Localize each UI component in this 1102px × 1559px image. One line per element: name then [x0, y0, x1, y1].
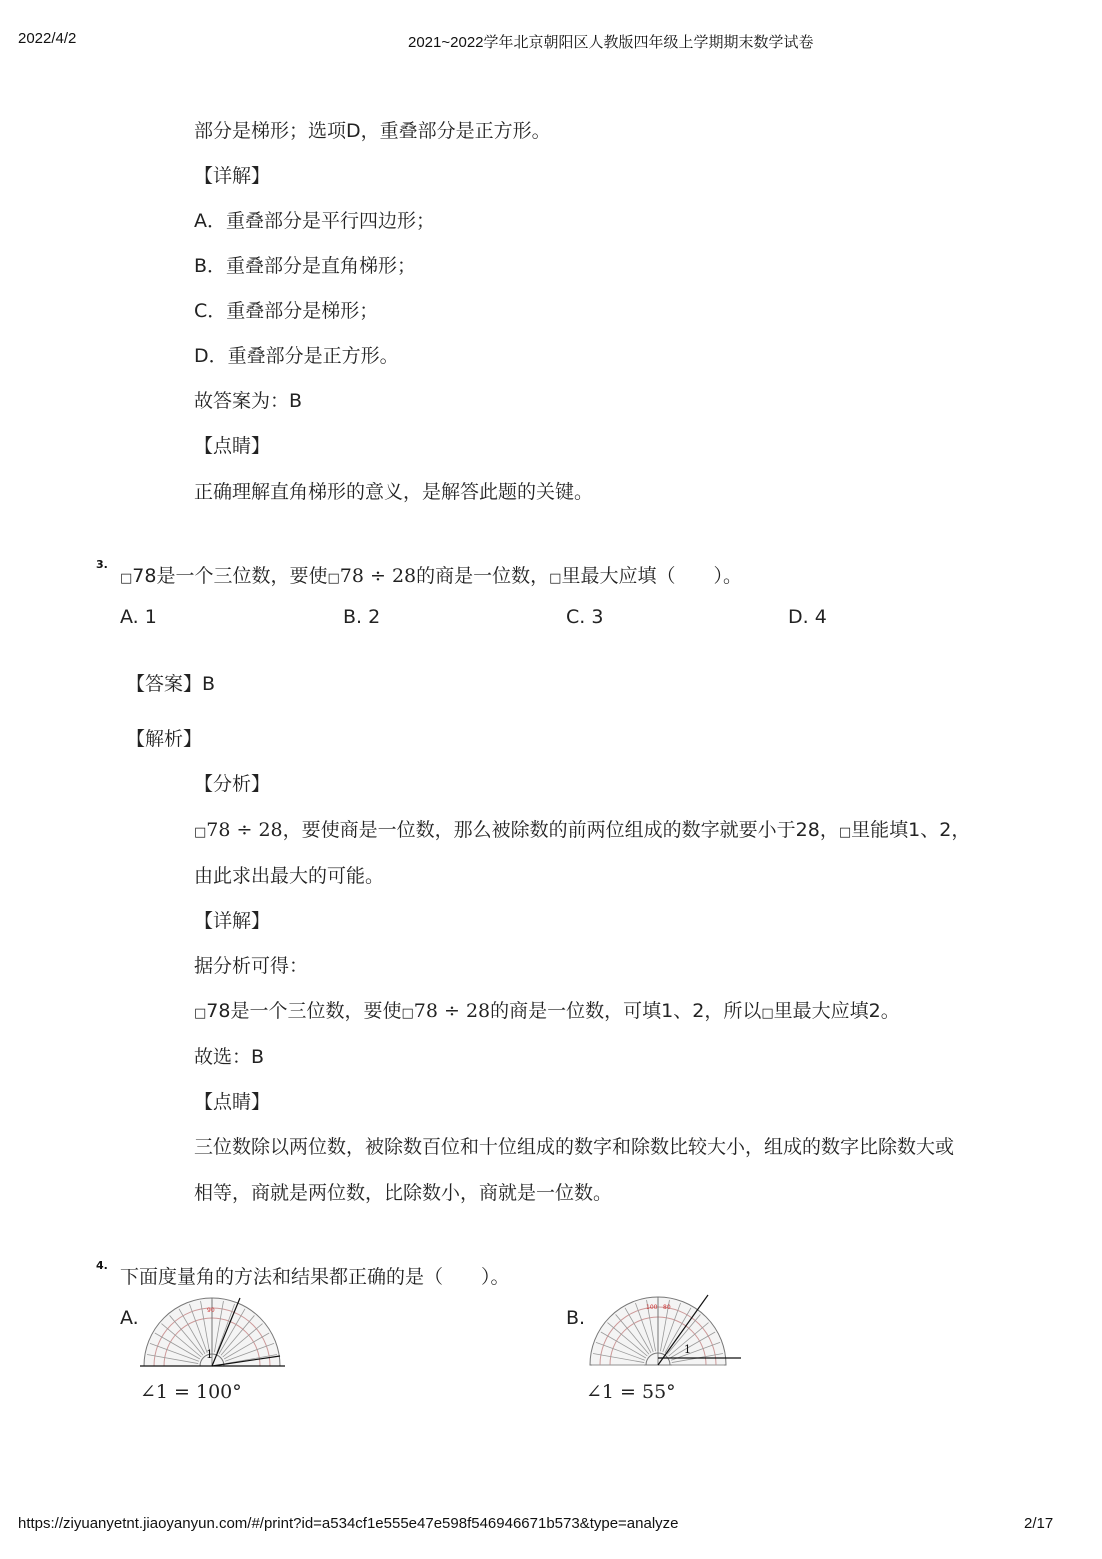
- footer-url[interactable]: https://ziyuanyetnt.jiaoyanyun.com/#/print?id=a534cf1e555e47e598f546946671b573&type=analyze: [18, 1515, 679, 1532]
- q4-option-a-label[interactable]: A.: [120, 1307, 139, 1329]
- q3-stem: [120, 561, 742, 588]
- q3-stem-math: 78 ÷ 28: [339, 565, 417, 587]
- question-number: 3.: [96, 558, 108, 571]
- blank-box: □: [194, 825, 207, 840]
- q4-stem: 下面度量角的方法和结果都正确的是（ ）。: [120, 1266, 510, 1288]
- q3-option-c[interactable]: C. 3: [566, 606, 604, 628]
- blank-box: □: [549, 571, 562, 586]
- q3-fenxi-math: 78 ÷ 28: [206, 819, 283, 841]
- blank-box: □: [327, 571, 340, 586]
- q3-detail-text: 里最大应填2。: [773, 1000, 900, 1022]
- q3-dianjing-label: 【点睛】: [194, 1091, 271, 1113]
- q3-stem-text: 里最大应填（ ）。: [561, 565, 742, 587]
- q3-detail-line: [194, 996, 900, 1023]
- angle-label: 1: [206, 1348, 213, 1361]
- q2-detail-a: A．重叠部分是平行四边形；: [194, 210, 435, 232]
- q3-detail-text: 的商是一位数，可填1、2，所以: [490, 1000, 762, 1022]
- q3-answer: 【答案】B: [126, 673, 216, 695]
- page-number: 2/17: [1024, 1515, 1054, 1532]
- q3-conclusion: 故选：B: [194, 1046, 265, 1068]
- q2-detail-label: 【详解】: [194, 165, 271, 187]
- q3-option-b[interactable]: B. 2: [343, 606, 381, 628]
- protractor-mark: 100: [646, 1304, 658, 1311]
- blank-box: □: [194, 1006, 207, 1021]
- q4-option-b-caption: ∠1 = 55°: [586, 1381, 676, 1403]
- protractor-b-image: [586, 1293, 746, 1371]
- q3-dianjing-line1: 三位数除以两位数，被除数百位和十位组成的数字和除数比较大小，组成的数字比除数大或: [194, 1136, 955, 1158]
- q2-text-line: 部分是梯形；选项D，重叠部分是正方形。: [194, 120, 551, 142]
- q4-option-a-caption: ∠1 = 100°: [140, 1381, 242, 1403]
- q3-detail-math: 78 ÷ 28: [413, 1000, 491, 1022]
- print-date: 2022/4/2: [18, 30, 77, 47]
- document-title: 2021~2022学年北京朝阳区人教版四年级上学期期末数学试卷: [408, 34, 814, 51]
- blank-box: □: [761, 1006, 774, 1021]
- q3-detail-intro: 据分析可得：: [194, 955, 309, 977]
- q3-stem-text: 的商是一位数，: [416, 565, 550, 587]
- q3-detail-label: 【详解】: [194, 910, 271, 932]
- q3-jiexi-label: 【解析】: [126, 728, 203, 750]
- q2-detail-c: C．重叠部分是梯形；: [194, 300, 379, 322]
- q3-stem-text: 78是一个三位数，要使: [132, 565, 328, 587]
- q2-dianjing-label: 【点睛】: [194, 435, 271, 457]
- q2-detail-d: D．重叠部分是正方形。: [194, 345, 399, 367]
- q2-dianjing-text: 正确理解直角梯形的意义，是解答此题的关键。: [194, 481, 594, 503]
- protractor-mark: 90: [207, 1307, 215, 1314]
- q3-detail-text: 78是一个三位数，要使: [206, 1000, 402, 1022]
- q3-fenxi-text: 里能填1、2，: [851, 819, 971, 841]
- blank-box: □: [120, 571, 133, 586]
- q2-conclusion: 故答案为：B: [194, 390, 303, 412]
- angle-label: 1: [684, 1343, 691, 1356]
- q2-detail-b: B．重叠部分是直角梯形；: [194, 255, 417, 277]
- q3-fenxi-label: 【分析】: [194, 773, 271, 795]
- blank-box: □: [838, 825, 852, 840]
- q3-fenxi-line2: 由此求出最大的可能。: [194, 865, 385, 887]
- q3-dianjing-line2: 相等，商就是两位数，比除数小，商就是一位数。: [194, 1182, 613, 1204]
- q3-option-d[interactable]: D. 4: [788, 606, 827, 628]
- blank-box: □: [401, 1006, 414, 1021]
- q4-option-b-label[interactable]: B.: [566, 1307, 586, 1329]
- q3-fenxi-line1: [194, 815, 970, 842]
- question-number: 4.: [96, 1259, 108, 1272]
- protractor-mark: 80: [663, 1304, 671, 1311]
- q3-option-a[interactable]: A. 1: [120, 606, 157, 628]
- q3-fenxi-text: ，要使商是一位数，那么被除数的前两位组成的数字就要小于28，: [282, 819, 839, 841]
- protractor-a-image: [140, 1296, 285, 1372]
